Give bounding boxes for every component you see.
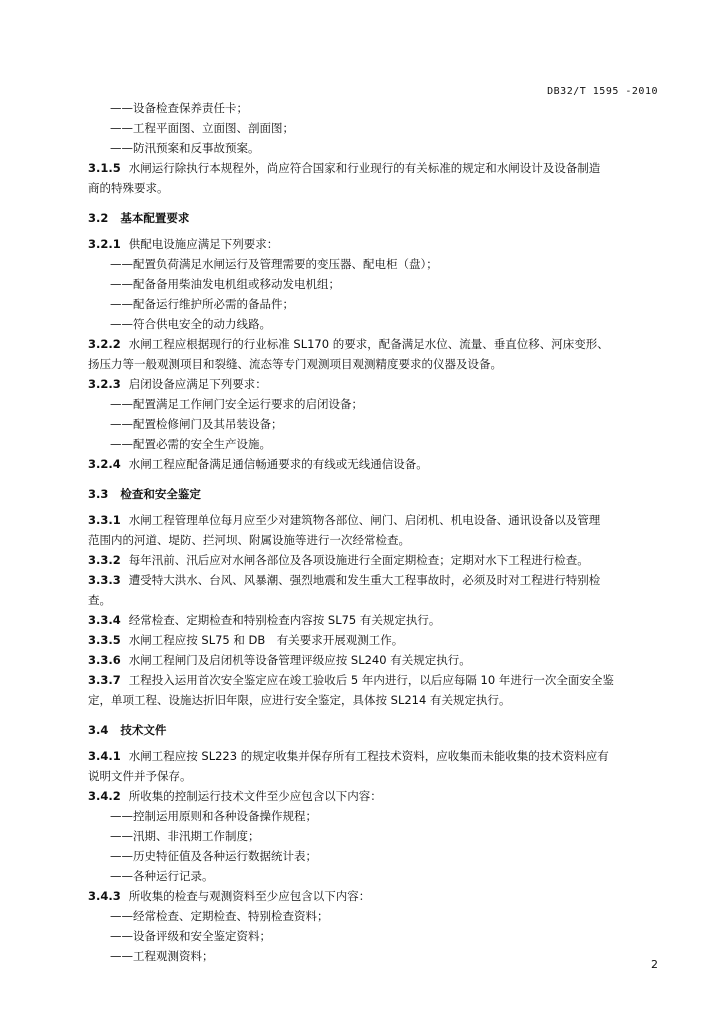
clause-text: 经常检查、定期检查和特别检查内容按 SL75 有关规定执行。 [128,613,441,627]
list-item: ——防汛预案和反事故预案。 [110,141,260,155]
list-item: ——工程平面图、立面图、剖面图； [110,121,294,135]
clause-continuation: 查。 [88,593,111,607]
clause-continuation: 商的特殊要求。 [88,181,169,195]
clause-number: 3.2.4 [88,457,121,471]
clause-text: 所收集的控制运行技术文件至少应包含以下内容： [128,789,382,803]
clause-text: 水闸运行除执行本规程外，尚应符合国家和行业现行的有关标准的规定和水闸设计及设备制造 [128,161,601,175]
clause-text: 所收集的检查与观测资料至少应包含以下内容： [128,889,371,903]
clause-text: 水闸工程闸门及启闭机等设备管理评级应按 SL240 有关规定执行。 [128,653,471,667]
section-title: 技术文件 [120,723,167,737]
clause [88,630,658,650]
clause [88,374,658,394]
list-item: ——控制运用原则和各种设备操作规程； [110,809,317,823]
clause-number: 3.2.1 [88,237,121,251]
clause [88,610,658,630]
clause [88,158,658,178]
clause-number: 3.4.1 [88,749,121,763]
clause-text: 水闸工程应配备满足通信畅通要求的有线或无线通信设备。 [128,457,428,471]
clause [88,570,658,590]
document-body [88,98,658,966]
clause-number: 3.3.5 [88,633,121,647]
clause [88,670,658,690]
clause [88,234,658,254]
clause-number: 3.3.2 [88,553,121,567]
list-item: ——配置满足工作闸门安全运行要求的启闭设备； [110,397,363,411]
clause-text: 每年汛前、汛后应对水闸各部位及各项设施进行全面定期检查；定期对水下工程进行检查。 [128,553,589,567]
section-title: 基本配置要求 [120,211,190,225]
list-item: ——设备检查保养责任卡； [110,101,248,115]
clause [88,746,658,766]
clause-number: 3.1.5 [88,161,121,175]
clause [88,334,658,354]
clause-continuation: 范围内的河道、堤防、拦河坝、附属设施等进行一次经常检查。 [88,533,410,547]
clause-number: 3.3.7 [88,673,121,687]
clause-number: 3.4.3 [88,889,121,903]
clause [88,650,658,670]
clause-text: 启闭设备应满足下列要求： [128,377,267,391]
list-item: ——历史特征值及各种运行数据统计表； [110,849,317,863]
clause [88,886,658,906]
list-item: ——配置检修闸门及其吊装设备； [110,417,283,431]
clause-text: 水闸工程应按 SL223 的规定收集并保存所有工程技术资料，应收集而未能收集的技术资料应有 [128,749,609,763]
clause-text: 水闸工程应按 SL75 和 DB 有关要求开展观测工作。 [128,633,404,647]
section-heading [88,208,658,228]
clause [88,550,658,570]
clause-text: 水闸工程应根据现行的行业标准 SL170 的要求，配备满足水位、流量、垂直位移、河床变形、 [128,337,609,351]
list-item: ——各种运行记录。 [110,869,214,883]
document-code: DB32/T 1595 -2010 [547,86,658,97]
clause-text: 遭受特大洪水、台风、风暴潮、强烈地震和发生重大工程事故时，必须及时对工程进行特别检 [128,573,601,587]
section-number: 3.4 [88,723,109,737]
clause-continuation: 扬压力等一般观测项目和裂缝、流态等专门观测项目观测精度要求的仪器及设备。 [88,357,502,371]
section-heading [88,720,658,740]
list-item: ——符合供电安全的动力线路。 [110,317,271,331]
clause-continuation: 说明文件并予保存。 [88,769,192,783]
section-heading [88,484,658,504]
list-item: ——配备运行维护所必需的备品件； [110,297,294,311]
list-item: ——汛期、非汛期工作制度； [110,829,260,843]
list-item: ——配置必需的安全生产设施。 [110,437,271,451]
list-item: ——配置负荷满足水闸运行及管理需要的变压器、配电柜（盘）； [110,257,438,271]
clause [88,786,658,806]
clause-number: 3.3.3 [88,573,121,587]
section-number: 3.3 [88,487,109,501]
page-number: 2 [651,958,658,971]
section-title: 检查和安全鉴定 [120,487,201,501]
list-item: ——设备评级和安全鉴定资料； [110,929,271,943]
list-item: ——工程观测资料； [110,949,214,963]
clause-text: 工程投入运用首次安全鉴定应在竣工验收后 5 年内进行，以后应每隔 10 年进行一次全面安全鉴 [128,673,614,687]
list-item: ——配备备用柴油发电机组或移动发电机组； [110,277,340,291]
clause-number: 3.2.3 [88,377,121,391]
section-number: 3.2 [88,211,109,225]
clause [88,510,658,530]
clause-number: 3.4.2 [88,789,121,803]
list-item: ——经常检查、定期检查、特别检查资料； [110,909,329,923]
clause [88,454,658,474]
clause-number: 3.3.6 [88,653,121,667]
clause-continuation: 定，单项工程、设施达折旧年限，应进行安全鉴定，具体按 SL214 有关规定执行。 [88,693,511,707]
clause-text: 供配电设施应满足下列要求： [128,237,279,251]
clause-number: 3.3.4 [88,613,121,627]
clause-number: 3.3.1 [88,513,121,527]
clause-text: 水闸工程管理单位每月应至少对建筑物各部位、闸门、启闭机、机电设备、通讯设备以及管理 [128,513,601,527]
clause-number: 3.2.2 [88,337,121,351]
